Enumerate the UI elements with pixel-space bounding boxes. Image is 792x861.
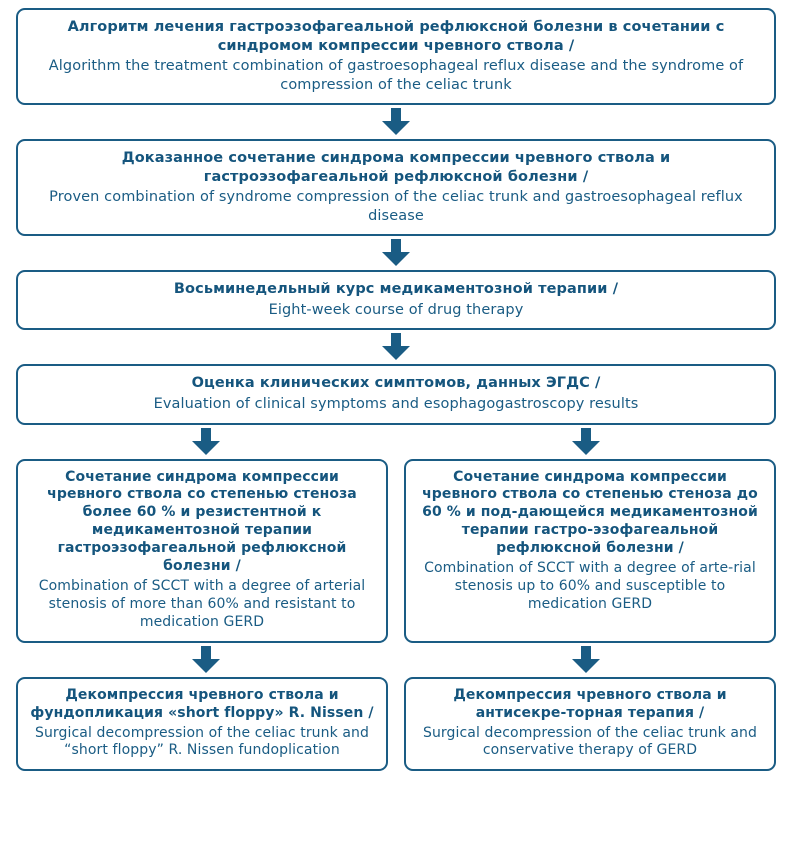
- node-proven-combination: [16, 139, 776, 236]
- node-branch-left-outcome-text-en: Surgical decompression of the celiac trunk and “short floppy” R. Nissen fundoplication: [34, 724, 370, 759]
- node-branch-right-criteria-text-en: Combination of SCCT with a degree of arte-rial stenosis up to 60% and susceptible to medication GERD: [424, 560, 756, 612]
- node-evaluation: [16, 364, 776, 424]
- flow-row-drug-therapy: [16, 270, 776, 330]
- flow-row-proven: [16, 139, 776, 236]
- arrow-4-left-cell: [20, 428, 392, 456]
- node-title-text-en: Algorithm the treatment combination of gastroesophageal reflux disease and the syndrome of compression of the celiac trunk: [48, 58, 744, 93]
- node-branch-left-criteria-text-en: Combination of SCCT with a degree of arterial stenosis of more than 60% and resistant to medication GERD: [38, 578, 366, 630]
- node-branch-left-criteria: [16, 459, 388, 643]
- arrow-5-right-cell: [400, 646, 772, 674]
- arrow-2-row: [16, 236, 776, 270]
- node-branch-right-outcome: [404, 677, 776, 772]
- arrow-down-icon: [191, 646, 221, 674]
- arrow-down-icon: [381, 108, 411, 136]
- arrow-3-row: [16, 330, 776, 364]
- flow-row-title: [16, 8, 776, 105]
- node-branch-left-outcome-text-ru: Декомпрессия чревного ствола и фундопликация «short floppy» R. Nissen /: [30, 686, 374, 721]
- node-evaluation-text-ru: Оценка клинических симптомов, данных ЭГДС /: [191, 375, 601, 392]
- flow-row-evaluation: [16, 364, 776, 424]
- arrow-4-right-cell: [400, 428, 772, 456]
- flow-row-criteria: [16, 459, 776, 643]
- node-proven-combination-text-en: Proven combination of syndrome compression of the celiac trunk and gastroesophageal reflux disease: [49, 189, 743, 224]
- node-proven-combination-text-ru: Доказанное сочетание синдрома компрессии чревного ствола и гастроэзофагеальной рефлюксной болезни /: [121, 150, 671, 185]
- node-title: [16, 8, 776, 105]
- arrow-1-row: [16, 105, 776, 139]
- node-branch-left-criteria-text-ru: Сочетание синдрома компрессии чревного ствола со степенью стеноза более 60 % и резистентной к медикаментозной терапии гастроэзофагеальной рефлюксной болезни /: [47, 468, 357, 575]
- arrow-down-icon: [381, 333, 411, 361]
- flow-row-outcomes: [16, 677, 776, 772]
- node-branch-right-criteria-text-ru: Сочетание синдрома компрессии чревного ствола со степенью стеноза до 60 % и под-дающейся медикаментозной терапии гастро-эзофагеальной рефлюксной болезни /: [422, 468, 758, 557]
- arrow-down-icon: [191, 428, 221, 456]
- arrow-down-icon: [571, 646, 601, 674]
- arrow-down-icon: [381, 239, 411, 267]
- arrow-split-row-1: [16, 425, 776, 459]
- node-title-text-ru: Алгоритм лечения гастроэзофагеальной рефлюксной болезни в сочетании с синдромом компрессии чревного ствола /: [67, 19, 725, 54]
- node-evaluation-text-en: Evaluation of clinical symptoms and esophagogastroscopy results: [153, 396, 639, 413]
- node-drug-therapy: [16, 270, 776, 330]
- node-branch-right-criteria: [404, 459, 776, 643]
- arrow-down-icon: [571, 428, 601, 456]
- node-branch-left-outcome: [16, 677, 388, 772]
- node-branch-right-outcome-text-en: Surgical decompression of the celiac trunk and conservative therapy of GERD: [422, 724, 758, 759]
- node-branch-right-outcome-text-ru: Декомпрессия чревного ствола и антисекре-торная терапия /: [453, 686, 727, 721]
- arrow-5-left-cell: [20, 646, 392, 674]
- node-drug-therapy-text-ru: Восьминедельный курс медикаментозной терапии /: [173, 281, 619, 298]
- node-drug-therapy-text-en: Eight-week course of drug therapy: [268, 301, 524, 318]
- arrow-split-row-2: [16, 643, 776, 677]
